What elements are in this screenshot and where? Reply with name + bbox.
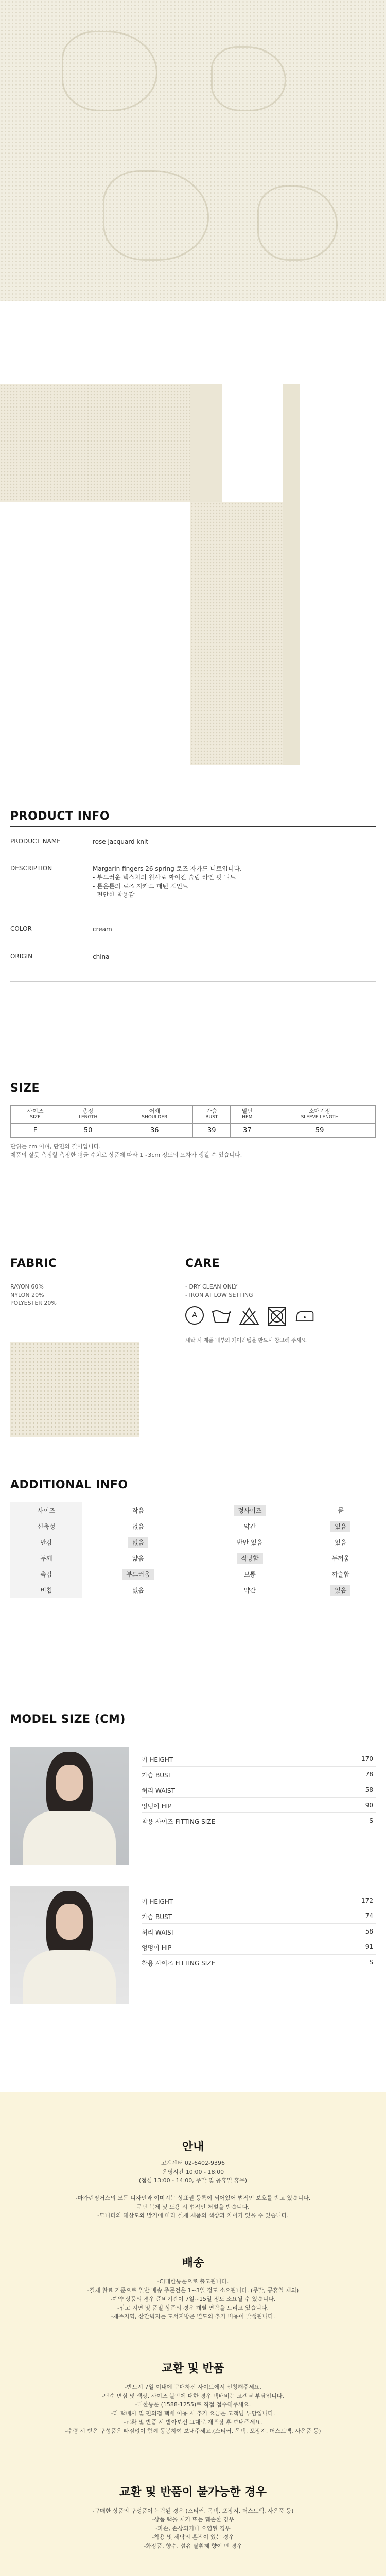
- notice-line: -구매한 상품의 구성품이 누락된 경우 (스티커, 목택, 포장지, 더스트백, 사은품 등): [92, 2507, 294, 2514]
- attribute-option-selected: [82, 1566, 194, 1582]
- spec-label: 가슴 BUST: [142, 1913, 172, 1921]
- attribute-label: 비침: [10, 1582, 82, 1598]
- info-label: PRODUCT NAME: [10, 838, 61, 845]
- description-line: - 부드러운 텍스처의 원사로 짜여진 슬림 라인 핏 니트: [93, 874, 236, 881]
- selected-value: 있음: [330, 1585, 350, 1596]
- attribute-option: 있음: [306, 1534, 376, 1550]
- spec-label: 키 HEIGHT: [142, 1898, 173, 1905]
- no-tumble-dry-icon: [267, 1306, 287, 1327]
- product-name: rose jacquard knit: [93, 838, 149, 845]
- size-cell: 39: [193, 1124, 231, 1138]
- notice-line: -수령 시 받은 구성품은 빠짐없이 함께 동봉하여 보내주세요.(스티커, 목택, 포장지, 더스트백, 사은품 등): [65, 2428, 321, 2434]
- notice-line: [0, 2185, 386, 2194]
- attribute-option: 작음: [82, 1502, 194, 1518]
- header-ko: 총장: [82, 1108, 94, 1114]
- attribute-option-selected: [306, 1518, 376, 1534]
- model-spec-row: [142, 1767, 376, 1782]
- model-face: [56, 1765, 83, 1801]
- spec-value: 74: [365, 1912, 373, 1920]
- spec-value: 78: [365, 1771, 373, 1778]
- attribute-option: 없음: [82, 1518, 194, 1534]
- size-header-cell: [193, 1106, 231, 1124]
- model-spec-row: [142, 1798, 376, 1813]
- product-description: [93, 865, 371, 900]
- care-line: - DRY CLEAN ONLY: [185, 1283, 238, 1290]
- product-photo-knit-texture: [0, 0, 386, 301]
- additional-info-table: [10, 1502, 376, 1598]
- notice-guide-text: [0, 2159, 386, 2220]
- notice-line: -모니터의 해상도와 밝기에 따라 실제 제품의 색상과 차이가 있을 수 있습니다.: [97, 2212, 289, 2219]
- product-photo-sleeve-cuff: [283, 384, 300, 765]
- header-en: BUST: [205, 1115, 218, 1120]
- notice-line: -마가린핑거스의 모든 디자인과 이미지는 상표권 등록이 되어있어 법적인 보호를 받고 있습니다.: [75, 2195, 311, 2201]
- size-table-header: [11, 1106, 376, 1124]
- size-header-cell: [116, 1106, 193, 1124]
- notice-line: -파손, 손상되거나 오염된 경우: [155, 2525, 231, 2532]
- fabric-composition: [10, 1283, 165, 1308]
- header-en: SHOULDER: [142, 1115, 168, 1120]
- model-spec-row: [142, 1940, 376, 1955]
- wash-30-icon: [211, 1306, 232, 1327]
- notice-title-guide: 안내: [182, 2141, 204, 2154]
- size-header-cell: [231, 1106, 264, 1124]
- header-ko: 소매기장: [308, 1108, 331, 1114]
- spec-label: 엉덩이 HIP: [142, 1944, 172, 1952]
- spec-label: 가슴 BUST: [142, 1772, 172, 1779]
- attribute-option: 까슬함: [306, 1566, 376, 1582]
- selected-value: 없음: [128, 1537, 148, 1548]
- attribute-label: 두께: [10, 1550, 82, 1566]
- notice-no-exchange-text: [0, 2506, 386, 2550]
- size-cell: 36: [116, 1124, 193, 1138]
- care-instructions: [185, 1283, 371, 1299]
- notice-panel: [0, 2092, 386, 2576]
- product-color: cream: [93, 926, 112, 933]
- fabric-line: RAYON 60%: [10, 1283, 44, 1290]
- info-label: DESCRIPTION: [10, 865, 52, 872]
- attribute-option: 보통: [194, 1566, 306, 1582]
- divider: [10, 826, 376, 827]
- attribute-option: 약간: [194, 1582, 306, 1598]
- size-cell: 50: [60, 1124, 116, 1138]
- spec-label: 착용 사이즈 FITTING SIZE: [142, 1818, 216, 1825]
- notice-line: -대한통운 (1588-1255)로 직접 접수해주세요.: [135, 2401, 251, 2408]
- section-title-model-size: MODEL SIZE (CM): [10, 1713, 126, 1726]
- notice-title-exchange: 교환 및 반품: [162, 2362, 224, 2375]
- model-top: [23, 1811, 116, 1865]
- spec-value: 90: [365, 1802, 373, 1809]
- notice-line: -반드시 7일 이내에 구매하신 사이트에서 신청해주세요.: [125, 2384, 261, 2391]
- product-origin: china: [93, 953, 110, 960]
- attribute-label: 안감: [10, 1534, 82, 1550]
- section-title-product-info: PRODUCT INFO: [10, 810, 110, 823]
- spec-value: 58: [365, 1786, 373, 1793]
- spec-value: 58: [365, 1928, 373, 1935]
- notice-line: -타 택배사 및 편의점 택배 이용 시 추가 요금은 고객님 부담입니다.: [111, 2410, 275, 2417]
- product-photo-sleeve-body: [0, 384, 222, 502]
- dry-clean-icon: A: [185, 1306, 204, 1325]
- additional-row: [10, 1566, 376, 1582]
- attribute-option: 큼: [306, 1502, 376, 1518]
- additional-row: [10, 1534, 376, 1550]
- notice-line: -CJ대한통운으로 출고됩니다.: [157, 2278, 229, 2285]
- spec-label: 엉덩이 HIP: [142, 1803, 172, 1810]
- size-cell: 37: [231, 1124, 264, 1138]
- notice-title-shipping: 배송: [182, 2257, 204, 2269]
- header-en: SIZE: [30, 1115, 41, 1120]
- header-en: SLEEVE LENGTH: [301, 1115, 339, 1120]
- no-bleach-icon: [239, 1306, 259, 1327]
- size-cell: 59: [264, 1124, 376, 1138]
- size-header-cell: [60, 1106, 116, 1124]
- attribute-option-selected: [194, 1550, 306, 1566]
- header-en: HEM: [242, 1115, 253, 1120]
- selected-value: 부드러움: [122, 1569, 154, 1580]
- spec-value: 91: [365, 1943, 373, 1951]
- notice-line: -화장품, 향수, 섬유 탈취제 향이 밴 경우: [144, 2543, 242, 2549]
- info-label: COLOR: [10, 925, 32, 933]
- attribute-option: 없음: [82, 1582, 194, 1598]
- additional-row: [10, 1550, 376, 1566]
- section-title-size: SIZE: [10, 1082, 40, 1095]
- care-icon-row: [185, 1306, 315, 1327]
- notice-line: 무단 복제 및 도용 시 법적인 처벌을 받습니다.: [136, 2204, 250, 2210]
- spec-value: S: [369, 1817, 373, 1824]
- model-spec-row: [142, 1924, 376, 1939]
- notice-line: -착용 및 세탁의 흔적이 있는 경우: [152, 2534, 234, 2540]
- additional-row: [10, 1582, 376, 1598]
- size-table-row: [11, 1124, 376, 1138]
- section-title-fabric: FABRIC: [10, 1257, 57, 1270]
- model-spec-row: [142, 1814, 376, 1828]
- model-spec-row: [142, 1752, 376, 1767]
- spec-value: 170: [361, 1755, 373, 1762]
- attribute-option: 두꺼움: [306, 1550, 376, 1566]
- fabric-line: POLYESTER 20%: [10, 1300, 57, 1307]
- notice-line: -입고 지연 및 품절 상품의 경우 개별 연락을 드리고 있습니다.: [117, 2304, 269, 2311]
- notice-line: -결제 완료 기준으로 일반 배송 주문건은 1~3일 정도 소요됩니다. (주말, 공휴일 제외): [87, 2287, 299, 2294]
- notice-line: (점심 13:00 - 14:00, 주말 및 공휴일 휴무): [138, 2177, 248, 2184]
- model-photo-1: [10, 1747, 129, 1865]
- spec-label: 허리 WAIST: [142, 1787, 175, 1794]
- description-line: - 편안한 착용감: [93, 891, 135, 899]
- selected-value: 있음: [330, 1521, 350, 1532]
- care-line: - IRON AT LOW SETTING: [185, 1292, 253, 1298]
- header-ko: 밑단: [241, 1108, 253, 1114]
- header-ko: 어깨: [149, 1108, 160, 1114]
- spec-label: 키 HEIGHT: [142, 1756, 173, 1764]
- attribute-option-selected: [306, 1582, 376, 1598]
- size-header-cell: [11, 1106, 60, 1124]
- attribute-label: 촉감: [10, 1566, 82, 1582]
- size-cell: F: [11, 1124, 60, 1138]
- model-spec-row: [142, 1893, 376, 1908]
- size-notes: [10, 1143, 376, 1159]
- notice-line: -상품 택을 제거 또는 훼손한 경우: [152, 2516, 234, 2523]
- notice-line: 고객센터 02-6402-9396: [161, 2160, 225, 2166]
- description-line: Margarin fingers 26 spring 로즈 자카드 니트입니다.: [93, 865, 242, 872]
- notice-line: -제주지역, 산간벽지는 도서지방은 별도의 추가 비용이 발생됩니다.: [111, 2313, 275, 2320]
- attribute-option: 반안 있음: [194, 1534, 306, 1550]
- model-face: [56, 1904, 83, 1940]
- additional-row: [10, 1502, 376, 1518]
- fabric-line: NYLON 20%: [10, 1292, 44, 1298]
- size-table: [10, 1105, 376, 1138]
- notice-line: -예약 상품의 경우 준비기간이 7일~15일 정도 소요될 수 있습니다.: [110, 2296, 276, 2302]
- iron-low-icon: [294, 1306, 315, 1327]
- notice-line: -교환 및 반품 시 받아보신 그대로 재포장 후 보내주세요.: [124, 2419, 262, 2426]
- divider: [10, 981, 376, 982]
- attribute-label: 신축성: [10, 1518, 82, 1534]
- spec-value: 172: [361, 1897, 373, 1904]
- attribute-label: 사이즈: [10, 1502, 82, 1518]
- care-label-note: 세탁 시 제품 내부의 케어라벨을 반드시 참고해 주세요.: [185, 1338, 308, 1344]
- product-photo-sleeve: [190, 502, 283, 765]
- model-spec-row: [142, 1909, 376, 1924]
- attribute-option-selected: [82, 1534, 194, 1550]
- size-header-cell: [264, 1106, 376, 1124]
- additional-row: [10, 1518, 376, 1534]
- model-top: [23, 1950, 116, 2004]
- product-photo-sleeve-fold: [190, 384, 222, 507]
- header-ko: 가슴: [206, 1108, 217, 1114]
- attribute-option: 약간: [194, 1518, 306, 1534]
- selected-value: 적당함: [237, 1553, 263, 1564]
- attribute-option: 얇음: [82, 1550, 194, 1566]
- notice-title-no-exchange: 교환 및 반품이 불가능한 경우: [119, 2486, 267, 2499]
- model-spec-row: [142, 1955, 376, 1970]
- size-note: 단위는 cm 이며, 단면의 길이입니다.: [10, 1143, 101, 1150]
- size-note: 제품의 잘못 측정할 측정한 평균 수치로 상품에 따라 1~3cm 정도의 오차가 생길 수 있습니다.: [10, 1151, 242, 1158]
- header-en: LENGTH: [78, 1115, 98, 1120]
- notice-exchange-text: [0, 2383, 386, 2435]
- description-line: - 톤온톤의 로즈 자카드 패턴 포인트: [93, 883, 188, 890]
- spec-value: S: [369, 1959, 373, 1966]
- fabric-swatch-image: [10, 1342, 139, 1437]
- notice-line: 운영시간 10:00 - 18:00: [162, 2168, 224, 2175]
- notice-line: -단순 변심 및 색상, 사이즈 불만에 대한 경우 택배비는 고객님 부담입니다.: [101, 2393, 285, 2399]
- attribute-option-selected: [194, 1502, 306, 1518]
- spec-label: 허리 WAIST: [142, 1929, 175, 1936]
- selected-value: 정사이즈: [234, 1505, 266, 1516]
- info-label: ORIGIN: [10, 953, 33, 960]
- notice-shipping-text: [0, 2277, 386, 2321]
- section-title-additional-info: ADDITIONAL INFO: [10, 1479, 128, 1492]
- header-ko: 사이즈: [27, 1108, 44, 1114]
- model-spec-row: [142, 1783, 376, 1798]
- section-title-care: CARE: [185, 1257, 220, 1270]
- spec-label: 착용 사이즈 FITTING SIZE: [142, 1960, 216, 1967]
- model-photo-2: [10, 1886, 129, 2004]
